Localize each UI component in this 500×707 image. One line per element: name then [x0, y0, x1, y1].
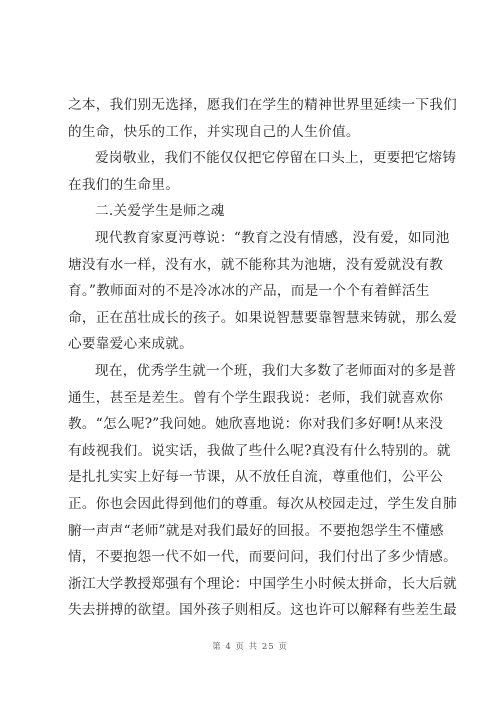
text-line: 命，正在茁壮成长的孩子。如果说智慧要靠智慧来铸就，那么爱: [68, 309, 458, 326]
text-line: 失去拼搏的欲望。国外孩子则相反。这也许可以解释有些差生最: [68, 602, 458, 619]
text-line: 教。“怎么呢?”我问她。她欣喜地说：你对我们多好啊!从来没: [68, 416, 444, 433]
text-line: 的生命，快乐的工作，并实现自己的人生价值。: [68, 123, 360, 140]
text-line: 是扎扎实实上好每一节课，从不放任自流，尊重他们，公平公: [68, 469, 444, 486]
text-line: 在我们的生命里。: [68, 176, 180, 193]
text-line: 现代教育家夏沔尊说：“教育之没有情感，没有爱，如同池: [95, 229, 450, 246]
text-line: 塘没有水一样，没有水，就不能称其为池塘，没有爱就没有教: [68, 256, 444, 273]
text-line: 正。你也会因此得到他们的尊重。每次从校园走过，学生发自肺: [68, 495, 458, 512]
text-line: 之本，我们别无选择，愿我们在学生的精神世界里延续一下我们: [68, 97, 458, 113]
body-text: [68, 92, 458, 624]
text-line: 育。”教师面对的不是冷冰冰的产品，而是一个个有着鲜活生: [68, 283, 430, 300]
section-heading: 二.关爱学生是师之魂: [95, 203, 225, 220]
text-line: 情，不要抱怨一代不如一代，而要问问，我们付出了多少情感。: [68, 549, 458, 566]
text-line: 通生，甚至是差生。曾有个学生跟我说：老师，我们就喜欢你: [68, 389, 444, 406]
text-line: 爱岗敬业，我们不能仅仅把它停留在口头上，更要把它熔铸: [95, 150, 457, 167]
text-line: 现在，优秀学生就一个班，我们大多数了老师面对的多是普: [95, 362, 457, 379]
text-line: 浙江大学教授郑强有个理论：中国学生小时候太拼命，长大后就: [68, 575, 458, 592]
text-line: 腑一声声“老师”就是对我们最好的回报。不要抱怨学生不懂感: [68, 522, 444, 539]
text-line: 心要靠爱心来成就。: [68, 336, 194, 353]
page-number-footer: 第 4 页 共 25 页: [212, 642, 288, 652]
text-line: 有歧视我们。说实话，我做了些什么呢?真没有什么特别的。就: [68, 442, 451, 459]
